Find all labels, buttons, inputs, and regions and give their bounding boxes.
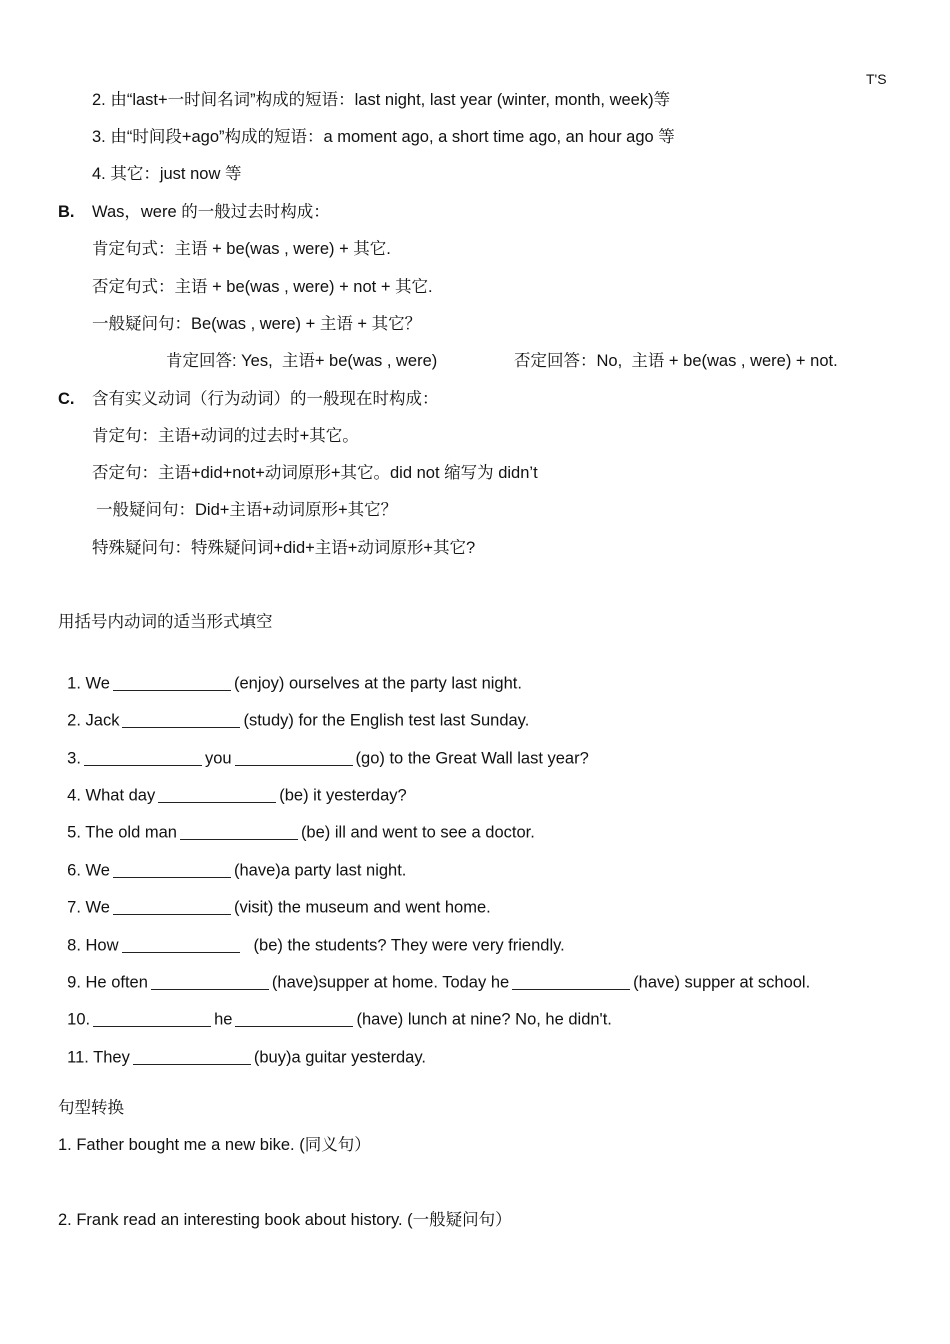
item-text: (study) for the English test last Sunday. — [243, 711, 530, 730]
section-b-yes-answer: 肯定回答: Yes, 主语+ be(was , were) — [166, 352, 438, 370]
item-number: 11. They — [67, 1048, 130, 1067]
item-mid-text: (have)supper at home. Today he — [271, 973, 510, 992]
item-number: 7. We — [67, 898, 110, 917]
section-b-negative: 否定句式：主语 + be(was , were) + not + 其它. — [92, 278, 433, 296]
item-number: 8. How — [67, 936, 119, 955]
section-b-letter: B. — [58, 203, 75, 221]
section-c-letter: C. — [58, 390, 75, 408]
time-word-line-4: 4. 其它：just now 等 — [92, 165, 242, 183]
item-text: (have)a party last night. — [233, 861, 407, 880]
item-text: (be) the students? They were very friendly. — [253, 936, 565, 955]
time-word-line-3: 3. 由“时间段+ago”构成的短语：a moment ago, a short time ago, an hour ago 等 — [92, 128, 675, 146]
item-text: (enjoy) ourselves at the party last night. — [233, 674, 522, 693]
item-number: 2. Jack — [67, 711, 120, 730]
item-text: (be) ill and went to see a doctor. — [300, 823, 535, 842]
item-number: 9. He often — [67, 973, 148, 992]
section-b-question: 一般疑问句：Be(was , were) + 主语 + 其它？ — [92, 315, 422, 333]
exercise2-title: 句型转换 — [58, 1099, 124, 1117]
time-word-line-2: 2. 由“last+一时间名词”构成的短语：last night, last year (winter, month, week)等 — [92, 91, 671, 109]
corner-mark: T'S — [866, 71, 887, 87]
section-c-question: 一般疑问句：Did+主语+动词原形+其它？ — [96, 501, 398, 519]
item-text: (have) lunch at nine? No, he didn't. — [356, 1010, 612, 1029]
section-b-no-answer: 否定回答：No, 主语 + be(was , were) + not. — [514, 352, 838, 370]
answer-blank[interactable] — [133, 1047, 251, 1065]
item-number: 5. The old man — [67, 823, 177, 842]
section-c-negative: 否定句：主语+did+not+动词原形+其它。did not 缩写为 didn’t — [92, 464, 538, 482]
section-b-title: Was，were 的一般过去时构成： — [92, 203, 330, 221]
item-number: 6. We — [67, 861, 110, 880]
section-c-wh-question: 特殊疑问句：特殊疑问词+did+主语+动词原形+其它? — [92, 539, 476, 557]
item-text: (be) it yesterday? — [279, 786, 407, 805]
section-c-title: 含有实义动词（行为动词）的一般现在时构成： — [92, 390, 439, 408]
item-mid-text: he — [214, 1010, 233, 1029]
exercise1-title: 用括号内动词的适当形式填空 — [58, 613, 273, 631]
section-b-affirmative: 肯定句式：主语 + be(was , were) + 其它. — [92, 240, 391, 258]
item-number: 4. What day — [67, 786, 156, 805]
exercise1-item-11 — [58, 1023, 426, 1069]
exercise2-item-1: 1. Father bought me a new bike. (同义句） — [58, 1136, 371, 1154]
item-number: 1. We — [67, 674, 110, 693]
exercise2-item-2: 2. Frank read an interesting book about history. (一般疑问句） — [58, 1211, 512, 1229]
section-c-affirmative: 肯定句：主语+动词的过去时+其它。 — [92, 427, 359, 445]
item-text: (have) supper at school. — [633, 973, 811, 992]
item-text: (visit) the museum and went home. — [233, 898, 491, 917]
item-text: (buy)a guitar yesterday. — [253, 1048, 426, 1067]
item-number: 3. — [67, 749, 81, 768]
item-text: (go) to the Great Wall last year? — [355, 749, 589, 768]
item-mid-text: you — [204, 749, 232, 768]
item-number: 10. — [67, 1010, 91, 1029]
